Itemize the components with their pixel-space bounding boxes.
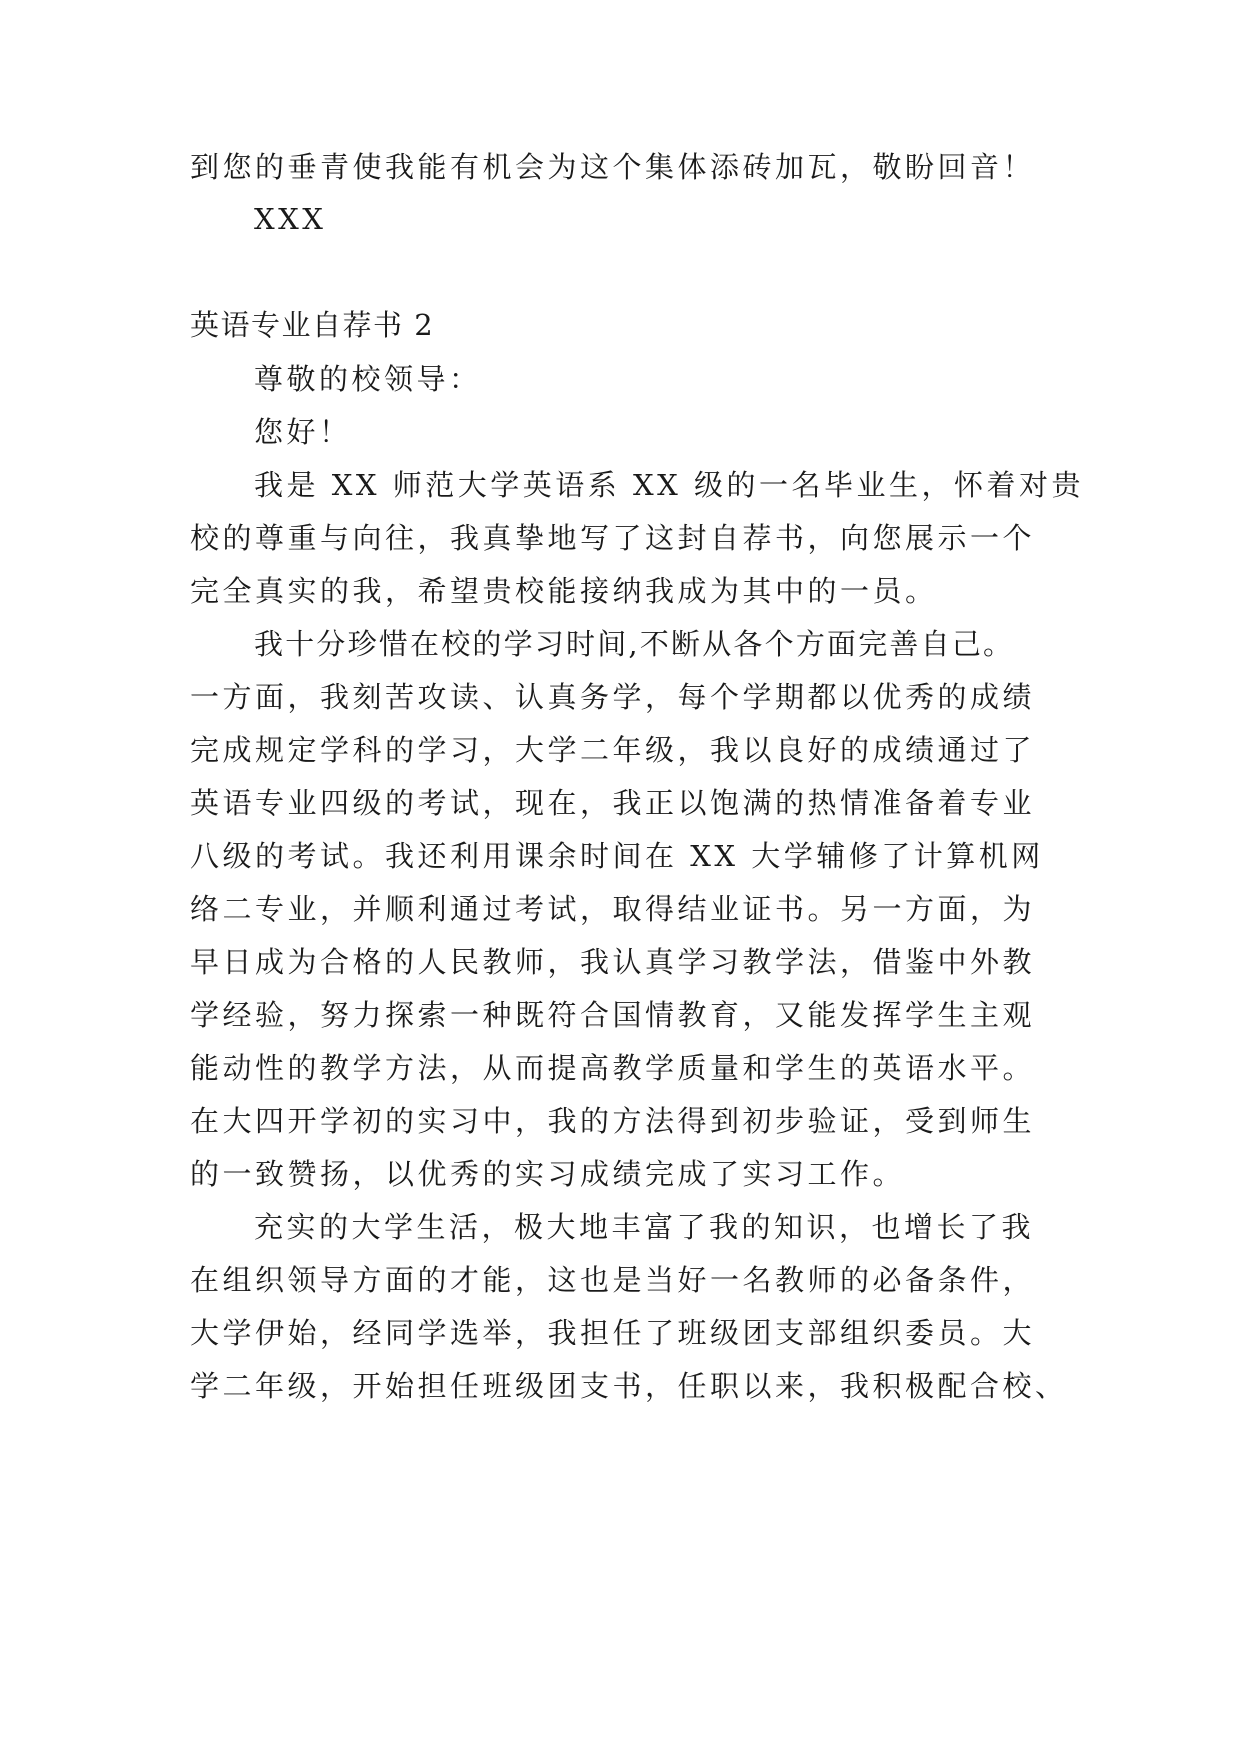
paragraph-3-line: 在组织领导方面的才能，这也是当好一名教师的必备条件， bbox=[190, 1263, 1036, 1297]
paragraph-3-line: 学二年级，开始担任班级团支书，任职以来，我积极配合校、 bbox=[190, 1369, 1068, 1403]
closing-line: 到您的垂青使我能有机会为这个集体添砖加瓦，敬盼回音！ bbox=[190, 150, 1036, 184]
paragraph-1-line: 校的尊重与向往，我真挚地写了这封自荐书，向您展示一个 bbox=[190, 521, 1036, 555]
paragraph-2-line: 能动性的教学方法，从而提高教学质量和学生的英语水平。 bbox=[190, 1051, 1036, 1085]
paragraph-2-line: 络二专业，并顺利通过考试，取得结业证书。另一方面，为 bbox=[190, 892, 1036, 926]
paragraph-3-line: 大学伊始，经同学选举，我担任了班级团支部组织委员。大 bbox=[190, 1316, 1036, 1350]
paragraph-1-line: 完全真实的我，希望贵校能接纳我成为其中的一员。 bbox=[190, 574, 938, 608]
paragraph-2-line: 英语专业四级的考试，现在，我正以饱满的热情准备着专业 bbox=[190, 786, 1036, 820]
paragraph-2-line: 八级的考试。我还利用课余时间在 XX 大学辅修了计算机网 bbox=[190, 839, 1044, 873]
greeting: 您好！ bbox=[254, 415, 352, 449]
paragraph-1-line: 我是 XX 师范大学英语系 XX 级的一名毕业生，怀着对贵 bbox=[254, 468, 1084, 502]
paragraph-2-line: 早日成为合格的人民教师，我认真学习教学法，借鉴中外教 bbox=[190, 945, 1036, 979]
paragraph-2-line: 学经验，努力探索一种既符合国情教育，又能发挥学生主观 bbox=[190, 998, 1036, 1032]
signature: XXX bbox=[254, 202, 327, 236]
paragraph-3-line: 充实的大学生活，极大地丰富了我的知识，也增长了我 bbox=[254, 1210, 1035, 1244]
paragraph-2-line: 完成规定学科的学习，大学二年级，我以良好的成绩通过了 bbox=[190, 733, 1036, 767]
paragraph-2-line: 在大四开学初的实习中，我的方法得到初步验证，受到师生 bbox=[190, 1104, 1036, 1138]
section-title: 英语专业自荐书 2 bbox=[190, 308, 435, 342]
paragraph-2-line: 一方面，我刻苦攻读、认真务学，每个学期都以优秀的成绩 bbox=[190, 680, 1036, 714]
salutation: 尊敬的校领导： bbox=[254, 362, 482, 396]
paragraph-2-line: 的一致赞扬，以优秀的实习成绩完成了实习工作。 bbox=[190, 1157, 906, 1191]
paragraph-2-line: 我十分珍惜在校的学习时间,不断从各个方面完善自己。 bbox=[254, 627, 1015, 661]
